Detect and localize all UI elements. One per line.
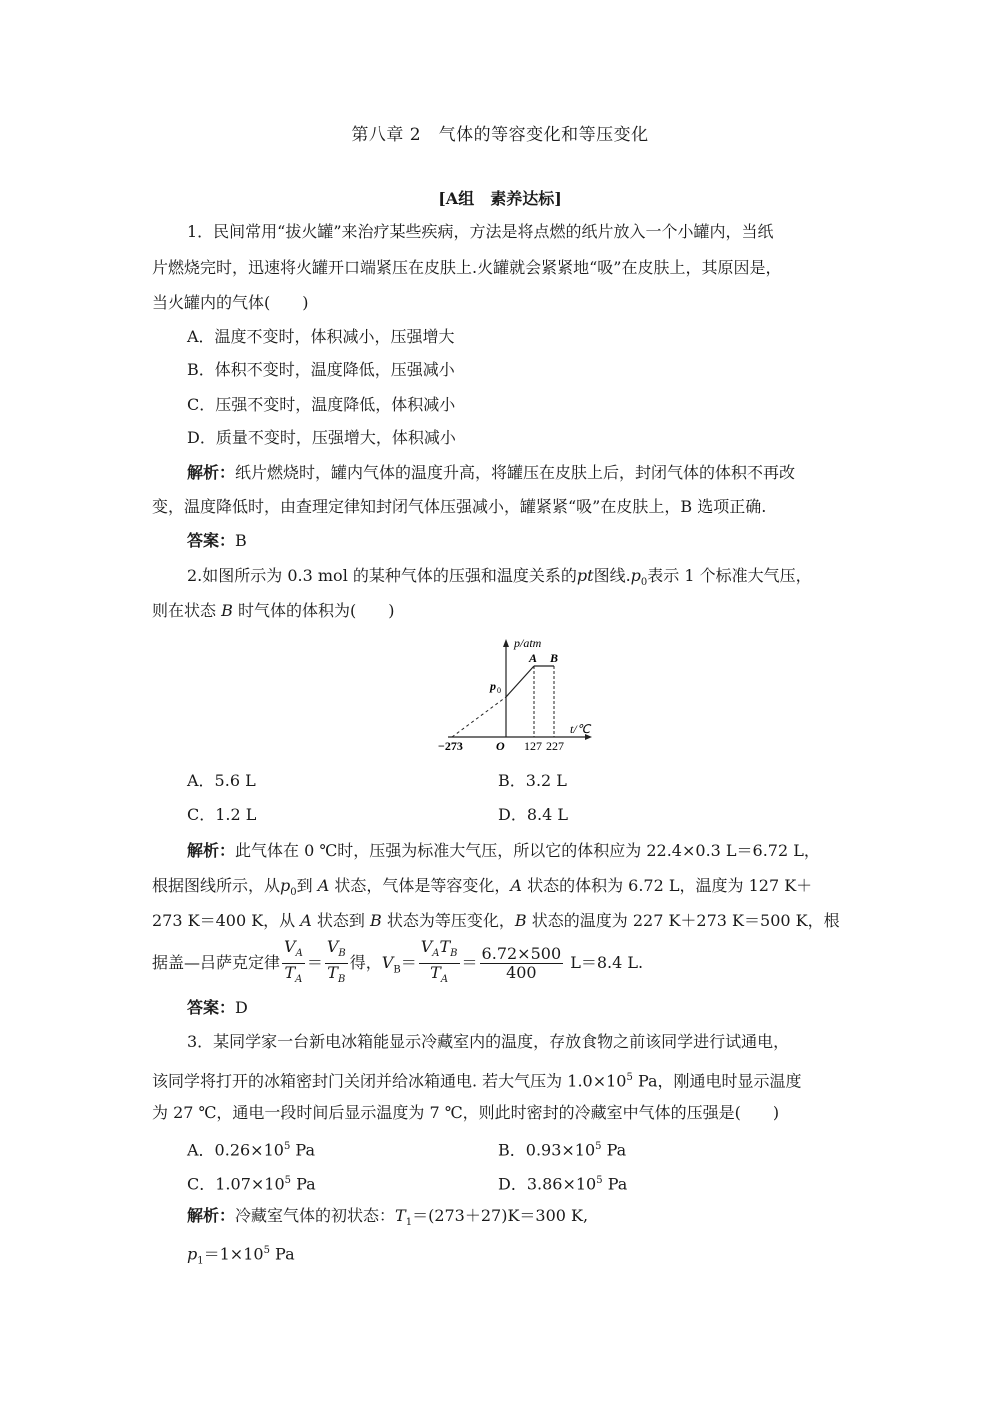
text: 273 K＝400 K，从 bbox=[152, 911, 296, 930]
text: 表示 1 个标准大气压， bbox=[647, 566, 812, 585]
subscript: 0 bbox=[290, 887, 297, 899]
vb-symbol: V bbox=[381, 953, 394, 973]
x-axis-label: t/℃ bbox=[570, 722, 591, 736]
q1-analysis-line1 bbox=[187, 463, 795, 483]
q2-analysis-line3 bbox=[152, 911, 840, 931]
text: 冷藏室气体的初状态： bbox=[235, 1206, 396, 1225]
q3-stem-line2 bbox=[152, 1068, 802, 1091]
subscript: 1 bbox=[405, 1217, 413, 1229]
fraction-va-ta: $\frac{V_A}{T_A}$ bbox=[284, 937, 303, 986]
fraction-vb-tb: $\frac{V_B}{T_B}$ bbox=[326, 937, 346, 986]
q3-option-a: A．$0.26\times 10^5$ Pa bbox=[187, 1140, 315, 1160]
q1-option-d: D．质量不变时，压强增大，体积减小 bbox=[187, 428, 456, 447]
p-symbol: p bbox=[280, 876, 291, 895]
text: 状态的体积为 6.72 L，温度为 127 K＋ bbox=[527, 876, 813, 895]
text: Pa，刚通电时显示温度 bbox=[632, 1071, 802, 1091]
q2-option-d: D．8.4 L bbox=[498, 805, 568, 824]
extrapolation-dashed bbox=[452, 697, 506, 737]
text: 2.如图所示为 0.3 mol 的某种气体的压强和温度关系的 bbox=[187, 566, 577, 585]
a-symbol: A bbox=[317, 876, 330, 895]
y-axis-label: p/atm bbox=[514, 636, 542, 650]
text: 状态的温度为 227 K＋273 K＝500 K，根 bbox=[531, 911, 840, 930]
q3-analysis-line1 bbox=[187, 1206, 588, 1233]
p0-subscript: 0 bbox=[497, 686, 501, 695]
equals: ＝ bbox=[400, 953, 417, 973]
b-symbol: B bbox=[370, 911, 382, 930]
y-axis-arrow bbox=[503, 639, 509, 647]
text: 状态，气体是等容变化， bbox=[334, 876, 511, 895]
answer-value: B bbox=[235, 531, 247, 550]
q1-option-b: B．体积不变时，温度降低，压强减小 bbox=[187, 360, 455, 379]
superscript: 5 bbox=[263, 1245, 270, 1256]
q3-option-d: D．$3.86\times 10^5$ Pa bbox=[498, 1174, 628, 1194]
q3-analysis-line2 bbox=[187, 1241, 295, 1272]
text: ＝(273＋27)K＝300 K, bbox=[412, 1206, 589, 1225]
text: L＝8.4 L. bbox=[565, 953, 644, 973]
analysis-text: 此气体在 0 ℃时，压强为标准大气压，所以它的体积应为 22.4×0.3 L＝6.72 L， bbox=[235, 841, 820, 860]
q2-analysis-line1 bbox=[187, 841, 820, 861]
analysis-label: 解析： bbox=[187, 463, 236, 482]
a-symbol: A bbox=[510, 876, 522, 895]
p0-label: p bbox=[490, 679, 496, 693]
point-b-label: B bbox=[550, 651, 559, 665]
q3-option-b: B．$0.93\times 10^5$ Pa bbox=[498, 1140, 627, 1160]
q3-stem-line3: 为 27 ℃，通电一段时间后显示温度为 7 ℃，则此时密封的冷藏室中气体的压强是( ) bbox=[152, 1103, 780, 1122]
q1-stem-line2: 片燃烧完时，迅速将火罐开口端紧压在皮肤上.火罐就会紧紧地“吸”在皮肤上，其原因是， bbox=[152, 258, 782, 277]
analysis-text: 纸片燃烧时，罐内气体的温度升高，将罐压在皮肤上后，封闭气体的体积不再改 bbox=[235, 463, 796, 482]
pt-graph bbox=[400, 625, 620, 760]
q1-option-c: C．压强不变时，温度降低，体积减小 bbox=[187, 395, 456, 414]
q1-analysis-line2: 变，温度降低时，由查理定律知封闭气体压强减小，罐紧紧“吸”在皮肤上，B 选项正确. bbox=[152, 497, 767, 516]
p-symbol: p bbox=[187, 1244, 198, 1264]
origin-label: O bbox=[496, 739, 505, 753]
fraction-vatb-ta: $\frac{V_AT_B}{T_A}$ bbox=[420, 937, 458, 986]
text: 得， bbox=[349, 953, 382, 973]
point-a-label: A bbox=[529, 651, 538, 665]
q3-stem-line1: 3．某同学家一台新电冰箱能显示冷藏室内的温度，存放食物之前该同学进行试通电， bbox=[187, 1032, 790, 1051]
text: 时气体的体积为( ) bbox=[237, 601, 395, 620]
text: Pa bbox=[269, 1244, 295, 1264]
subscript: B bbox=[393, 964, 401, 976]
t-symbol: T bbox=[395, 1206, 406, 1225]
q1-stem-line3: 当火罐内的气体( ) bbox=[152, 293, 309, 312]
answer-label: 答案： bbox=[187, 531, 236, 550]
q2-analysis-line2 bbox=[152, 876, 812, 903]
q2-answer bbox=[187, 998, 248, 1018]
q3-option-c: C．$1.07\times 10^5$ Pa bbox=[187, 1174, 316, 1194]
text: 状态为等压变化， bbox=[386, 911, 515, 930]
subscript: 1 bbox=[197, 1255, 204, 1267]
subscript: 0 bbox=[640, 577, 648, 589]
text: 根据图线所示，从 bbox=[152, 876, 281, 895]
text: 到 bbox=[296, 876, 313, 895]
p-symbol: p bbox=[630, 566, 641, 585]
q2-option-a: A．5.6 L bbox=[187, 771, 256, 790]
group-heading: [A组 素养达标] bbox=[438, 189, 562, 208]
answer-value: D bbox=[235, 998, 248, 1017]
answer-label: 答案： bbox=[187, 998, 236, 1017]
q2-option-c: C．1.2 L bbox=[187, 805, 257, 824]
q2-option-b: B．3.2 L bbox=[498, 771, 567, 790]
analysis-label: 解析： bbox=[187, 1206, 236, 1225]
b-symbol: B bbox=[514, 911, 527, 930]
superscript: 5 bbox=[626, 1072, 633, 1083]
page-title: 第八章 2 气体的等容变化和等压变化 bbox=[351, 125, 649, 145]
q2-stem-line1 bbox=[187, 566, 812, 593]
tick-label-127: 127 bbox=[524, 739, 542, 753]
analysis-label: 解析： bbox=[187, 841, 236, 860]
q1-answer bbox=[187, 531, 247, 551]
equals: ＝ bbox=[461, 953, 478, 973]
pt-symbol: pt bbox=[576, 566, 594, 585]
text: 据盖—吕萨克定律 bbox=[152, 953, 281, 973]
q1-stem-line1: 1．民间常用“拔火罐”来治疗某些疾病，方法是将点燃的纸片放入一个小罐内，当纸 bbox=[187, 222, 774, 241]
text: 该同学将打开的冰箱密封门关闭并给冰箱通电. 若大气压为 1.0×10 bbox=[152, 1071, 627, 1091]
b-symbol: B bbox=[221, 601, 233, 620]
isochoric-line bbox=[506, 666, 534, 697]
text: 则在状态 bbox=[152, 601, 217, 620]
equals: ＝ bbox=[306, 953, 323, 973]
q2-stem-line2 bbox=[152, 601, 394, 621]
q1-option-a: A．温度不变时，体积减小，压强增大 bbox=[187, 327, 455, 346]
text: 状态到 bbox=[316, 911, 365, 930]
tick-label-neg273: −273 bbox=[438, 739, 463, 753]
a-symbol: A bbox=[300, 911, 312, 930]
text: 图线. bbox=[593, 566, 631, 585]
fraction-numeric: $\frac{6.72\times 500}{400}$ bbox=[481, 944, 562, 983]
q2-analysis-line4 bbox=[152, 938, 643, 990]
text: ＝1×10 bbox=[203, 1244, 264, 1264]
tick-label-227: 227 bbox=[546, 739, 564, 753]
